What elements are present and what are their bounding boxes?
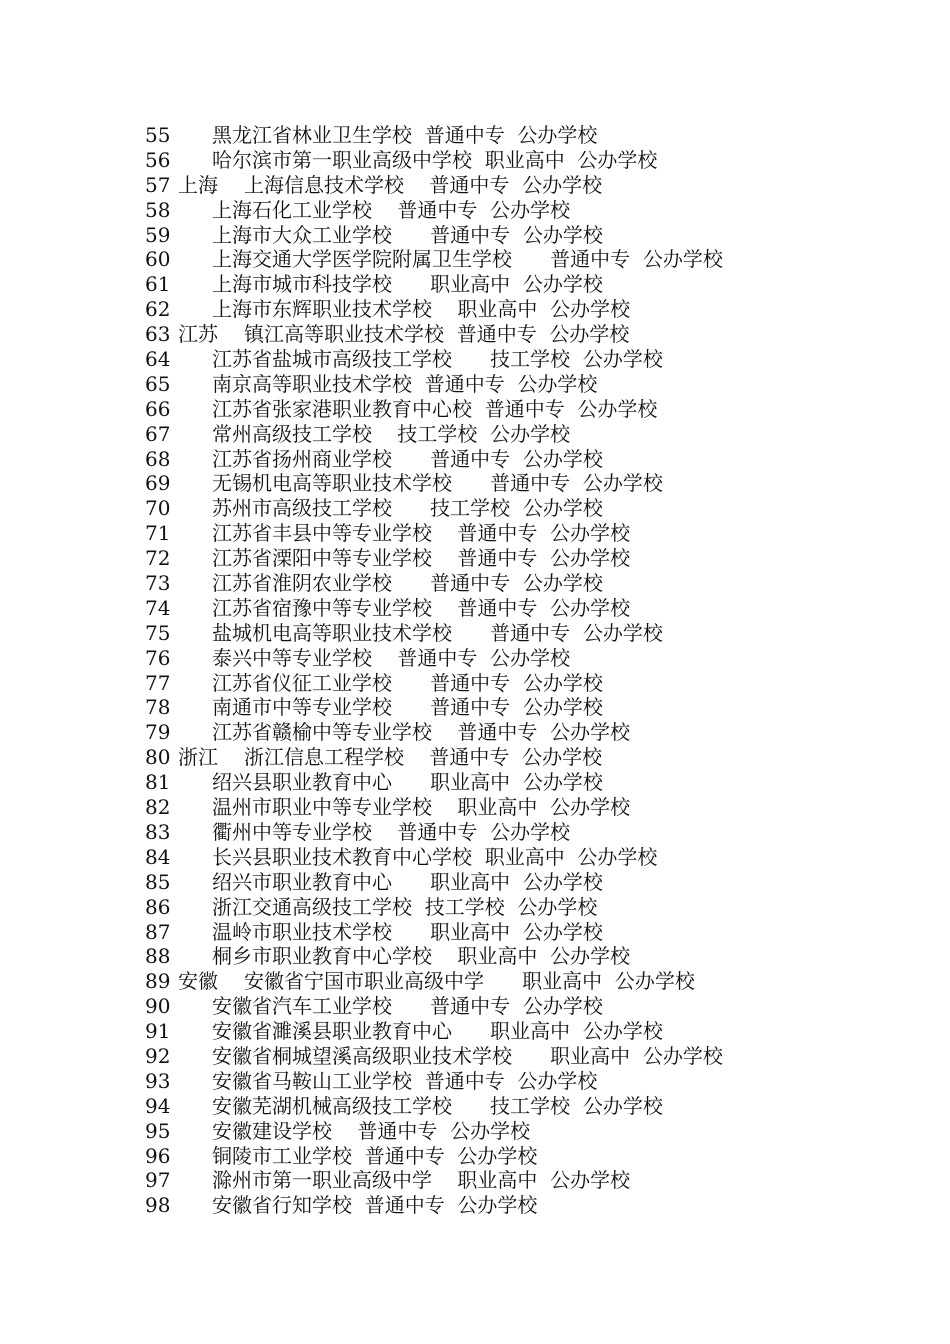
school-entry: 衢州中等专业学校 普通中专 公办学校 xyxy=(212,819,571,844)
school-entry: 上海市大众工业学校 普通中专 公办学校 xyxy=(212,222,603,247)
list-item xyxy=(0,596,950,621)
school-entry: 江苏省丰县中等专业学校 普通中专 公办学校 xyxy=(212,521,631,546)
list-item xyxy=(0,1193,950,1218)
row-number: 90 xyxy=(145,994,171,1019)
list-item xyxy=(0,1168,950,1193)
row-number: 80 xyxy=(145,745,171,770)
province-label: 浙江 xyxy=(178,745,218,770)
row-number: 69 xyxy=(145,471,171,496)
row-number: 61 xyxy=(145,272,171,297)
row-number: 57 xyxy=(145,172,171,197)
school-entry: 绍兴县职业教育中心 职业高中 公办学校 xyxy=(212,770,603,795)
row-number: 76 xyxy=(145,645,171,670)
list-item xyxy=(0,546,950,571)
list-item xyxy=(0,397,950,422)
row-number: 66 xyxy=(145,396,171,421)
school-entry: 长兴县职业技术教育中心学校 职业高中 公办学校 xyxy=(212,844,658,869)
list-item xyxy=(0,173,950,198)
school-entry: 江苏省宿豫中等专业学校 普通中专 公办学校 xyxy=(212,595,631,620)
list-item xyxy=(0,372,950,397)
school-entry: 安徽芜湖机械高级技工学校 技工学校 公办学校 xyxy=(212,1093,663,1118)
list-item xyxy=(0,322,950,347)
school-entry: 泰兴中等专业学校 普通中专 公办学校 xyxy=(212,645,571,670)
school-entry: 江苏省淮阴农业学校 普通中专 公办学校 xyxy=(212,571,603,596)
list-item xyxy=(0,198,950,223)
school-entry: 安徽省濉溪县职业教育中心 职业高中 公办学校 xyxy=(212,1019,663,1044)
school-entry: 绍兴市职业教育中心 职业高中 公办学校 xyxy=(212,869,603,894)
list-item xyxy=(0,920,950,945)
school-entry: 镇江高等职业技术学校 普通中专 公办学校 xyxy=(244,322,630,347)
row-number: 71 xyxy=(145,521,171,546)
list-item xyxy=(0,671,950,696)
list-item xyxy=(0,1069,950,1094)
row-number: 70 xyxy=(145,496,171,521)
list-item xyxy=(0,795,950,820)
row-number: 96 xyxy=(145,1143,171,1168)
row-number: 63 xyxy=(145,322,171,347)
row-number: 67 xyxy=(145,421,171,446)
list-item xyxy=(0,123,950,148)
school-entry: 江苏省张家港职业教育中心校 普通中专 公办学校 xyxy=(212,396,658,421)
list-item xyxy=(0,471,950,496)
list-item xyxy=(0,571,950,596)
school-entry: 江苏省赣榆中等专业学校 普通中专 公办学校 xyxy=(212,720,631,745)
school-entry: 安徽省桐城望溪高级职业技术学校 职业高中 公办学校 xyxy=(212,1043,723,1068)
row-number: 65 xyxy=(145,371,171,396)
school-entry: 铜陵市工业学校 普通中专 公办学校 xyxy=(212,1143,538,1168)
school-entry: 哈尔滨市第一职业高级中学校 职业高中 公办学校 xyxy=(212,147,658,172)
list-item xyxy=(0,148,950,173)
school-entry: 温州市职业中等专业学校 职业高中 公办学校 xyxy=(212,795,631,820)
list-item xyxy=(0,745,950,770)
school-entry: 上海市东辉职业技术学校 职业高中 公办学校 xyxy=(212,297,631,322)
list-item xyxy=(0,820,950,845)
list-item xyxy=(0,720,950,745)
row-number: 77 xyxy=(145,670,171,695)
school-entry: 无锡机电高等职业技术学校 普通中专 公办学校 xyxy=(212,471,663,496)
school-entry: 安徽建设学校 普通中专 公办学校 xyxy=(212,1118,531,1143)
list-item xyxy=(0,870,950,895)
row-number: 86 xyxy=(145,894,171,919)
list-item xyxy=(0,447,950,472)
row-number: 62 xyxy=(145,297,171,322)
school-entry: 滁州市第一职业高级中学 职业高中 公办学校 xyxy=(212,1168,631,1193)
province-label: 安徽 xyxy=(178,969,218,994)
list-item xyxy=(0,695,950,720)
row-number: 79 xyxy=(145,720,171,745)
school-entry: 上海石化工业学校 普通中专 公办学校 xyxy=(212,197,571,222)
school-entry: 盐城机电高等职业技术学校 普通中专 公办学校 xyxy=(212,620,663,645)
school-entry: 常州高级技工学校 技工学校 公办学校 xyxy=(212,421,571,446)
school-entry: 上海信息技术学校 普通中专 公办学校 xyxy=(244,172,603,197)
list-item xyxy=(0,247,950,272)
row-number: 75 xyxy=(145,620,171,645)
list-item xyxy=(0,621,950,646)
row-number: 95 xyxy=(145,1118,171,1143)
province-label: 上海 xyxy=(178,172,218,197)
list-item xyxy=(0,521,950,546)
row-number: 97 xyxy=(145,1168,171,1193)
row-number: 94 xyxy=(145,1093,171,1118)
row-number: 55 xyxy=(145,123,171,147)
list-item xyxy=(0,223,950,248)
list-item xyxy=(0,895,950,920)
school-entry: 苏州市高级技工学校 技工学校 公办学校 xyxy=(212,496,603,521)
row-number: 88 xyxy=(145,944,171,969)
province-label: 江苏 xyxy=(178,322,218,347)
row-number: 56 xyxy=(145,147,171,172)
row-number: 89 xyxy=(145,969,171,994)
school-entry: 黑龙江省林业卫生学校 普通中专 公办学校 xyxy=(212,123,598,147)
list-item xyxy=(0,845,950,870)
row-number: 82 xyxy=(145,795,171,820)
school-entry: 安徽省宁国市职业高级中学 职业高中 公办学校 xyxy=(244,969,695,994)
row-number: 91 xyxy=(145,1019,171,1044)
school-entry: 浙江信息工程学校 普通中专 公办学校 xyxy=(244,745,603,770)
row-number: 98 xyxy=(145,1193,171,1218)
row-number: 74 xyxy=(145,595,171,620)
school-entry: 安徽省马鞍山工业学校 普通中专 公办学校 xyxy=(212,1068,598,1093)
row-number: 83 xyxy=(145,819,171,844)
school-entry: 上海市城市科技学校 职业高中 公办学校 xyxy=(212,272,603,297)
school-entry: 江苏省溧阳中等专业学校 普通中专 公办学校 xyxy=(212,546,631,571)
row-number: 68 xyxy=(145,446,171,471)
school-entry: 江苏省扬州商业学校 普通中专 公办学校 xyxy=(212,446,603,471)
row-number: 58 xyxy=(145,197,171,222)
list-item xyxy=(0,272,950,297)
list-item xyxy=(0,297,950,322)
row-number: 59 xyxy=(145,222,171,247)
row-number: 73 xyxy=(145,571,171,596)
list-item xyxy=(0,496,950,521)
list-item xyxy=(0,770,950,795)
list-item xyxy=(0,969,950,994)
row-number: 87 xyxy=(145,919,171,944)
school-entry: 上海交通大学医学院附属卫生学校 普通中专 公办学校 xyxy=(212,247,723,272)
list-item xyxy=(0,646,950,671)
school-entry: 江苏省盐城市高级技工学校 技工学校 公办学校 xyxy=(212,347,663,372)
list-item xyxy=(0,1094,950,1119)
list-item xyxy=(0,1044,950,1069)
list-item xyxy=(0,944,950,969)
row-number: 93 xyxy=(145,1068,171,1093)
row-number: 78 xyxy=(145,695,171,720)
row-number: 81 xyxy=(145,770,171,795)
school-entry: 安徽省汽车工业学校 普通中专 公办学校 xyxy=(212,994,603,1019)
list-item xyxy=(0,347,950,372)
school-list xyxy=(0,123,950,1218)
row-number: 64 xyxy=(145,347,171,372)
school-entry: 浙江交通高级技工学校 技工学校 公办学校 xyxy=(212,894,598,919)
list-item xyxy=(0,1019,950,1044)
school-entry: 安徽省行知学校 普通中专 公办学校 xyxy=(212,1193,538,1218)
row-number: 85 xyxy=(145,869,171,894)
list-item xyxy=(0,1144,950,1169)
row-number: 72 xyxy=(145,546,171,571)
list-item xyxy=(0,1119,950,1144)
school-entry: 南京高等职业技术学校 普通中专 公办学校 xyxy=(212,371,598,396)
list-item xyxy=(0,422,950,447)
school-entry: 桐乡市职业教育中心学校 职业高中 公办学校 xyxy=(212,944,631,969)
row-number: 60 xyxy=(145,247,171,272)
school-entry: 江苏省仪征工业学校 普通中专 公办学校 xyxy=(212,670,603,695)
row-number: 92 xyxy=(145,1043,171,1068)
school-entry: 温岭市职业技术学校 职业高中 公办学校 xyxy=(212,919,603,944)
list-item xyxy=(0,994,950,1019)
school-entry: 南通市中等专业学校 普通中专 公办学校 xyxy=(212,695,603,720)
row-number: 84 xyxy=(145,844,171,869)
